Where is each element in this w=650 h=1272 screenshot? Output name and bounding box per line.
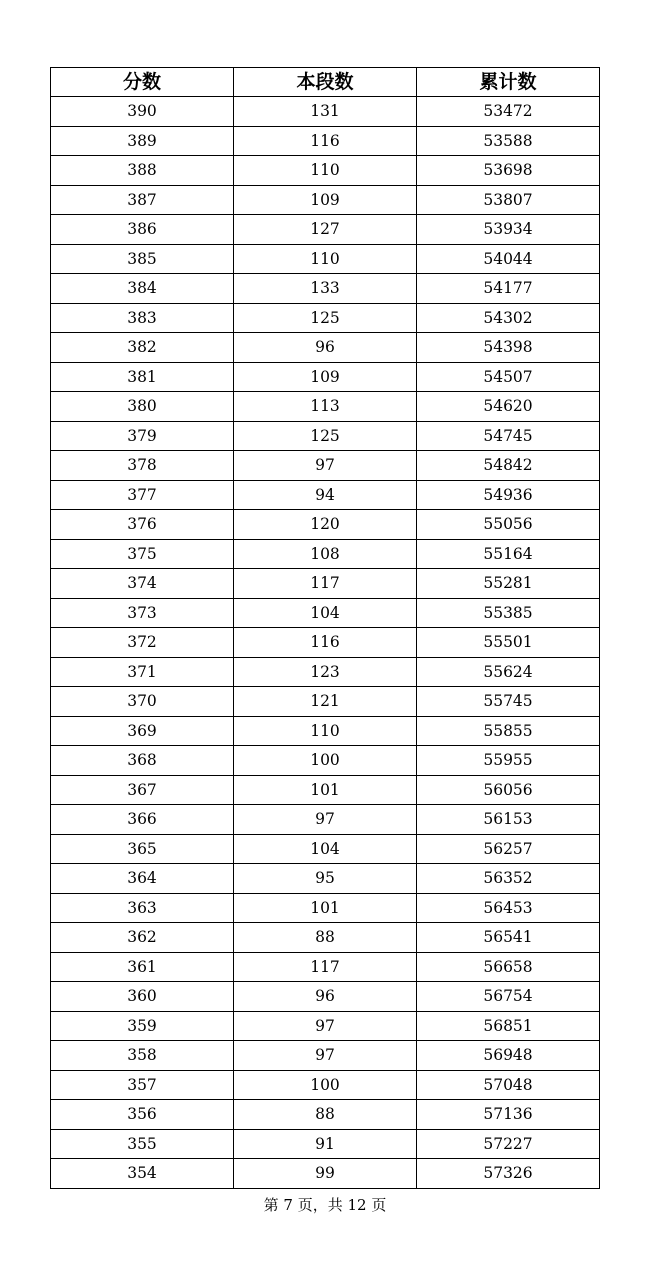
cell-cumulative-count: 57326 [417, 1159, 600, 1189]
page-number-footer: 第 7 页，共 12 页 [263, 1196, 387, 1214]
cell-segment-count: 120 [234, 510, 417, 540]
table-row [51, 982, 600, 1012]
cell-score: 386 [51, 215, 234, 245]
table-row [51, 274, 600, 304]
cell-segment-count: 104 [234, 598, 417, 628]
cell-cumulative-count: 53588 [417, 126, 600, 156]
cell-score: 388 [51, 156, 234, 186]
cell-score: 389 [51, 126, 234, 156]
table-row [51, 126, 600, 156]
cell-score: 367 [51, 775, 234, 805]
table-row [51, 156, 600, 186]
cell-score: 355 [51, 1129, 234, 1159]
table-row [51, 746, 600, 776]
cell-score: 363 [51, 893, 234, 923]
table-row [51, 923, 600, 953]
table-row [51, 539, 600, 569]
cell-score: 365 [51, 834, 234, 864]
cell-cumulative-count: 55745 [417, 687, 600, 717]
cell-score: 375 [51, 539, 234, 569]
cell-cumulative-count: 56658 [417, 952, 600, 982]
cell-segment-count: 88 [234, 1100, 417, 1130]
cell-segment-count: 110 [234, 716, 417, 746]
cell-score: 354 [51, 1159, 234, 1189]
cell-segment-count: 109 [234, 185, 417, 215]
cell-cumulative-count: 53472 [417, 97, 600, 127]
table-row [51, 952, 600, 982]
table-row [51, 480, 600, 510]
cell-score: 377 [51, 480, 234, 510]
cell-score: 360 [51, 982, 234, 1012]
table-row [51, 1070, 600, 1100]
cell-score: 383 [51, 303, 234, 333]
table-row [51, 244, 600, 274]
cell-score: 382 [51, 333, 234, 363]
cell-segment-count: 109 [234, 362, 417, 392]
cell-cumulative-count: 54177 [417, 274, 600, 304]
cell-cumulative-count: 57048 [417, 1070, 600, 1100]
score-distribution-table [50, 67, 600, 1189]
cell-segment-count: 97 [234, 1011, 417, 1041]
cell-cumulative-count: 53807 [417, 185, 600, 215]
table-row [51, 392, 600, 422]
cell-score: 357 [51, 1070, 234, 1100]
cell-segment-count: 96 [234, 333, 417, 363]
table-row [51, 893, 600, 923]
cell-cumulative-count: 56153 [417, 805, 600, 835]
cell-score: 385 [51, 244, 234, 274]
cell-cumulative-count: 57136 [417, 1100, 600, 1130]
cell-cumulative-count: 56948 [417, 1041, 600, 1071]
cell-segment-count: 99 [234, 1159, 417, 1189]
cell-segment-count: 116 [234, 126, 417, 156]
cell-score: 356 [51, 1100, 234, 1130]
table-row [51, 1159, 600, 1189]
table-row [51, 510, 600, 540]
cell-cumulative-count: 56257 [417, 834, 600, 864]
cell-segment-count: 91 [234, 1129, 417, 1159]
header-score: 分数 [51, 68, 234, 97]
cell-cumulative-count: 56851 [417, 1011, 600, 1041]
cell-cumulative-count: 56352 [417, 864, 600, 894]
table-row [51, 451, 600, 481]
cell-cumulative-count: 53934 [417, 215, 600, 245]
cell-segment-count: 108 [234, 539, 417, 569]
cell-score: 361 [51, 952, 234, 982]
cell-score: 379 [51, 421, 234, 451]
cell-cumulative-count: 55385 [417, 598, 600, 628]
cell-segment-count: 100 [234, 746, 417, 776]
cell-segment-count: 101 [234, 893, 417, 923]
cell-segment-count: 104 [234, 834, 417, 864]
table-row [51, 657, 600, 687]
cell-cumulative-count: 53698 [417, 156, 600, 186]
cell-segment-count: 117 [234, 569, 417, 599]
cell-segment-count: 95 [234, 864, 417, 894]
cell-segment-count: 117 [234, 952, 417, 982]
cell-cumulative-count: 55056 [417, 510, 600, 540]
table-row [51, 864, 600, 894]
table-row [51, 1129, 600, 1159]
cell-segment-count: 88 [234, 923, 417, 953]
cell-score: 373 [51, 598, 234, 628]
cell-segment-count: 101 [234, 775, 417, 805]
table-header-row [51, 68, 600, 97]
cell-cumulative-count: 55855 [417, 716, 600, 746]
cell-cumulative-count: 55955 [417, 746, 600, 776]
cell-score: 358 [51, 1041, 234, 1071]
cell-score: 371 [51, 657, 234, 687]
cell-cumulative-count: 54507 [417, 362, 600, 392]
table-row [51, 834, 600, 864]
cell-segment-count: 125 [234, 421, 417, 451]
cell-cumulative-count: 54936 [417, 480, 600, 510]
cell-score: 380 [51, 392, 234, 422]
cell-score: 366 [51, 805, 234, 835]
cell-segment-count: 110 [234, 244, 417, 274]
table-row [51, 303, 600, 333]
cell-segment-count: 97 [234, 805, 417, 835]
cell-cumulative-count: 56754 [417, 982, 600, 1012]
table-row [51, 97, 600, 127]
table-row [51, 569, 600, 599]
cell-segment-count: 97 [234, 451, 417, 481]
table-row [51, 1011, 600, 1041]
table-row [51, 716, 600, 746]
cell-cumulative-count: 55281 [417, 569, 600, 599]
cell-segment-count: 116 [234, 628, 417, 658]
table-row [51, 598, 600, 628]
cell-segment-count: 125 [234, 303, 417, 333]
table-row [51, 775, 600, 805]
cell-cumulative-count: 56056 [417, 775, 600, 805]
table-row [51, 333, 600, 363]
cell-score: 387 [51, 185, 234, 215]
cell-segment-count: 131 [234, 97, 417, 127]
cell-cumulative-count: 55624 [417, 657, 600, 687]
table-row [51, 185, 600, 215]
cell-segment-count: 123 [234, 657, 417, 687]
cell-score: 369 [51, 716, 234, 746]
table-row [51, 687, 600, 717]
cell-cumulative-count: 54842 [417, 451, 600, 481]
cell-score: 364 [51, 864, 234, 894]
cell-cumulative-count: 55501 [417, 628, 600, 658]
cell-cumulative-count: 56453 [417, 893, 600, 923]
cell-cumulative-count: 54044 [417, 244, 600, 274]
cell-score: 374 [51, 569, 234, 599]
cell-score: 390 [51, 97, 234, 127]
table-row [51, 1041, 600, 1071]
cell-score: 359 [51, 1011, 234, 1041]
cell-cumulative-count: 54398 [417, 333, 600, 363]
cell-cumulative-count: 54745 [417, 421, 600, 451]
cell-score: 378 [51, 451, 234, 481]
cell-score: 372 [51, 628, 234, 658]
cell-cumulative-count: 56541 [417, 923, 600, 953]
table-row [51, 805, 600, 835]
table-row [51, 1100, 600, 1130]
cell-score: 381 [51, 362, 234, 392]
cell-segment-count: 96 [234, 982, 417, 1012]
table-body [51, 97, 600, 1189]
cell-segment-count: 113 [234, 392, 417, 422]
cell-cumulative-count: 57227 [417, 1129, 600, 1159]
cell-score: 384 [51, 274, 234, 304]
table-row [51, 362, 600, 392]
cell-segment-count: 127 [234, 215, 417, 245]
table-row [51, 215, 600, 245]
cell-segment-count: 100 [234, 1070, 417, 1100]
cell-segment-count: 110 [234, 156, 417, 186]
cell-segment-count: 94 [234, 480, 417, 510]
cell-score: 362 [51, 923, 234, 953]
cell-cumulative-count: 54620 [417, 392, 600, 422]
table-row [51, 628, 600, 658]
cell-segment-count: 133 [234, 274, 417, 304]
cell-score: 376 [51, 510, 234, 540]
cell-cumulative-count: 54302 [417, 303, 600, 333]
table-row [51, 421, 600, 451]
cell-cumulative-count: 55164 [417, 539, 600, 569]
cell-segment-count: 97 [234, 1041, 417, 1071]
header-cumulative-count: 累计数 [417, 68, 600, 97]
cell-segment-count: 121 [234, 687, 417, 717]
cell-score: 370 [51, 687, 234, 717]
header-segment-count: 本段数 [234, 68, 417, 97]
cell-score: 368 [51, 746, 234, 776]
